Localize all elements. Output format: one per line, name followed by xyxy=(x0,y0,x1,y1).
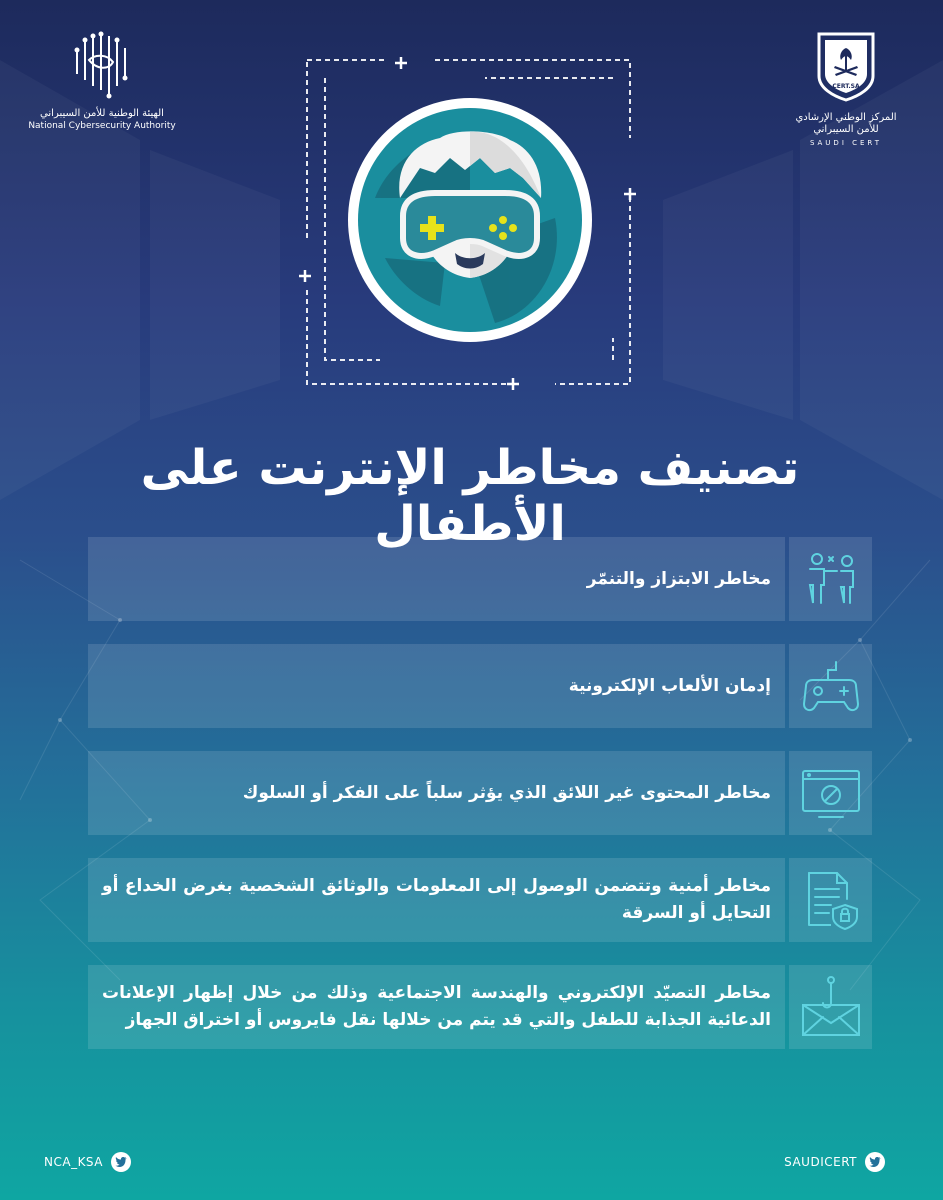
nca-name-arabic: الهيئة الوطنية للأمن السيبراني xyxy=(40,108,164,119)
risk-item-gaming-addiction xyxy=(88,644,872,728)
risk-item-text-box xyxy=(88,965,785,1049)
phishing-email-icon xyxy=(799,975,863,1039)
locked-document-icon xyxy=(801,869,861,931)
cert-name-arabic-line2: للأمن السيبراني xyxy=(813,124,879,135)
risk-item-bullying xyxy=(88,537,872,621)
risk-item-icon-box xyxy=(789,858,872,942)
risk-item-text-box xyxy=(88,537,785,621)
risk-item-security-risks xyxy=(88,858,872,942)
bullying-icon xyxy=(801,549,861,609)
risk-item-text: إدمان الألعاب الإلكترونية xyxy=(568,675,771,696)
risk-item-phishing xyxy=(88,965,872,1049)
cert-twitter-handle[interactable]: SAUDICERT xyxy=(784,1155,857,1169)
saudi-cert-logo xyxy=(781,30,911,147)
page-title: تصنيف مخاطر الإنترنت على الأطفال xyxy=(140,440,800,552)
risk-item-icon-box xyxy=(789,965,872,1049)
risk-item-icon-box xyxy=(789,537,872,621)
cert-name-english: SAUDI CERT xyxy=(809,139,883,147)
cert-shield-icon xyxy=(815,30,877,102)
risk-item-icon-box xyxy=(789,644,872,728)
child-gaming-illustration xyxy=(295,48,645,398)
cert-badge-text: CERT.SA xyxy=(832,83,860,90)
risk-item-inappropriate-content xyxy=(88,751,872,835)
cert-name-arabic-line1: المركز الوطني الإرشادي xyxy=(795,112,897,123)
risk-item-text-box xyxy=(88,751,785,835)
risk-item-text-box xyxy=(88,858,785,942)
blocked-screen-icon xyxy=(799,765,863,821)
risk-item-text: مخاطر التصيّد الإلكتروني والهندسة الاجتماعية وذلك من خلال إظهار الإعلانات الدعائية الجذابة للطفل والتي قد يتم من خلالها نقل فايروس أو اختراق الجهاز xyxy=(102,983,771,1030)
nca-twitter-handle[interactable]: NCA_KSA xyxy=(44,1155,103,1169)
footer-cert-handle[interactable] xyxy=(784,1152,885,1172)
risk-item-text: مخاطر أمنية وتتضمن الوصول إلى المعلومات والوثائق الشخصية بغرض الخداع أو التحايل أو السرقة xyxy=(102,876,771,923)
twitter-icon[interactable] xyxy=(865,1152,885,1172)
nca-logo xyxy=(22,30,182,131)
risk-item-icon-box xyxy=(789,751,872,835)
risk-item-text: مخاطر الابتزاز والتنمّر xyxy=(586,568,771,589)
gamepad-icon xyxy=(800,656,862,716)
risk-item-text-box xyxy=(88,644,785,728)
nca-name-english: National Cybersecurity Authority xyxy=(28,121,176,131)
nca-emblem-icon xyxy=(67,30,137,102)
footer-nca-handle[interactable] xyxy=(44,1152,131,1172)
twitter-icon[interactable] xyxy=(111,1152,131,1172)
risk-item-text: مخاطر المحتوى غير اللائق الذي يؤثر سلباً على الفكر أو السلوك xyxy=(242,782,771,803)
